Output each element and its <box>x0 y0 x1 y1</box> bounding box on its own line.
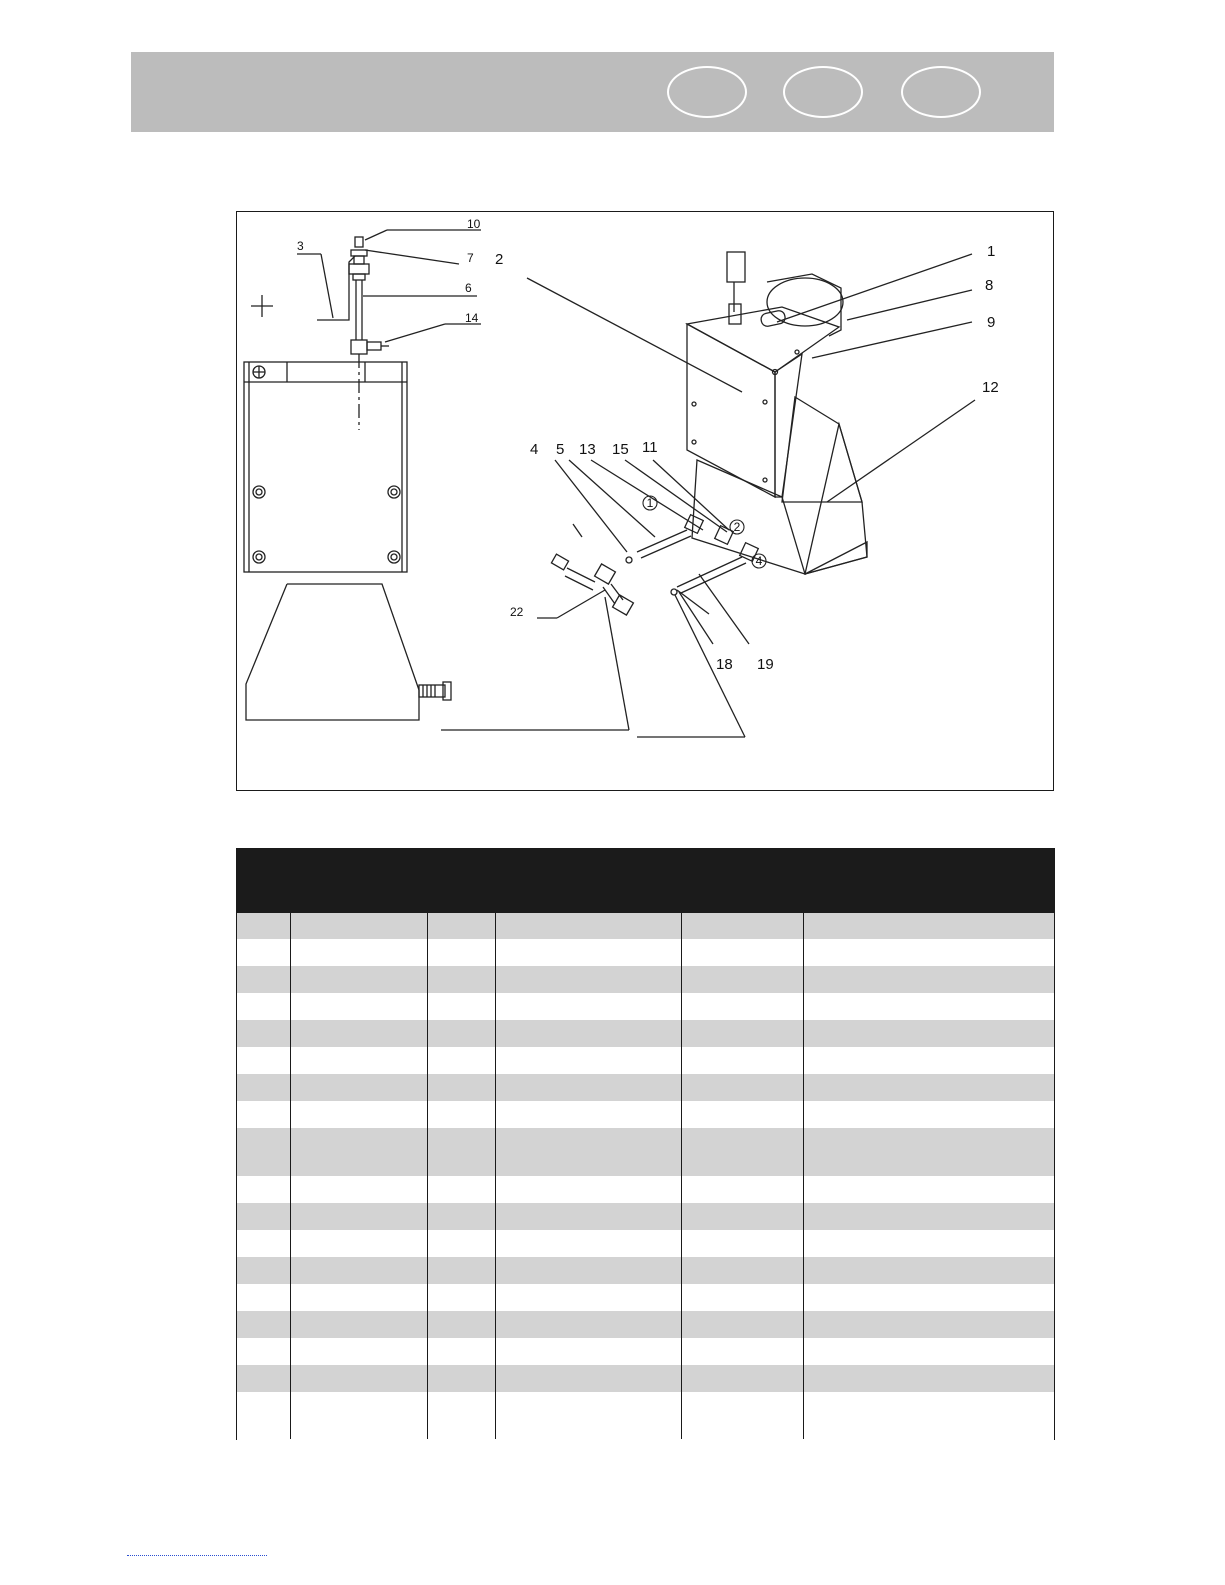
circled-marker-2-text: 2 <box>733 520 741 534</box>
callout-22: 22 <box>510 605 524 619</box>
exploded-diagram <box>236 211 1054 791</box>
table-row <box>237 966 1054 993</box>
table-row <box>237 1203 1054 1230</box>
callout-10: 10 <box>467 217 481 231</box>
callout-1: 1 <box>987 243 996 260</box>
callout-8: 8 <box>985 277 994 294</box>
parts-table <box>236 848 1055 1440</box>
table-row <box>237 1311 1054 1338</box>
callout-9: 9 <box>987 314 996 331</box>
table-row <box>237 939 1054 966</box>
callout-13: 13 <box>579 441 596 458</box>
table-row <box>237 1257 1054 1284</box>
column-divider <box>427 913 428 1439</box>
column-divider <box>290 913 291 1439</box>
table-row <box>237 993 1054 1020</box>
table-row <box>237 1338 1054 1365</box>
table-row <box>237 1392 1054 1440</box>
circled-marker-4-text: 4 <box>755 554 763 568</box>
column-divider <box>495 913 496 1439</box>
callout-2: 2 <box>495 251 504 268</box>
callout-6: 6 <box>465 281 472 295</box>
table-row <box>237 1101 1054 1128</box>
header-circle-1 <box>667 66 747 118</box>
callout-4: 4 <box>530 441 539 458</box>
table-row <box>237 1284 1054 1311</box>
callout-3: 3 <box>297 239 304 253</box>
header-circle-3 <box>901 66 981 118</box>
diagram-drawing <box>237 212 1055 792</box>
table-row <box>237 1074 1054 1101</box>
table-row <box>237 1020 1054 1047</box>
table-row <box>237 1365 1054 1392</box>
header-band <box>131 52 1054 132</box>
callout-15: 15 <box>612 441 629 458</box>
callout-11: 11 <box>642 439 658 456</box>
callout-7: 7 <box>467 251 474 265</box>
table-row <box>237 1230 1054 1257</box>
callout-19: 19 <box>757 656 774 673</box>
callout-12: 12 <box>982 379 999 396</box>
column-divider <box>803 913 804 1439</box>
footer-link-line <box>127 1555 267 1557</box>
circled-marker-1-text: 1 <box>646 496 654 510</box>
table-row <box>237 1176 1054 1203</box>
callout-5: 5 <box>556 441 565 458</box>
callout-18: 18 <box>716 656 733 673</box>
table-row <box>237 913 1054 939</box>
table-row <box>237 1128 1054 1176</box>
callout-14: 14 <box>465 311 479 325</box>
column-divider <box>681 913 682 1439</box>
parts-table-header <box>237 849 1054 913</box>
table-row <box>237 1047 1054 1074</box>
header-circle-2 <box>783 66 863 118</box>
